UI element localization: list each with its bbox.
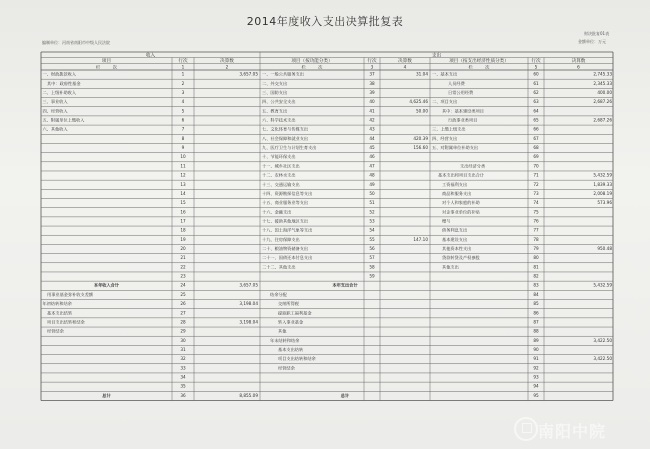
func-row-no: 48 xyxy=(369,172,375,178)
econ-row-no: 81 xyxy=(533,264,539,270)
econ-amount: 2,008.19 xyxy=(593,190,612,196)
econ-row-no: 66 xyxy=(533,126,539,132)
econ-amount: 2,745.33 xyxy=(593,71,612,77)
income-row-no: 16 xyxy=(180,209,186,215)
income-amount: 3,198.04 xyxy=(239,319,258,325)
sub-header: 5 xyxy=(534,64,538,70)
func-item-label: 四、公共安全支出 xyxy=(262,99,296,105)
econ-item-label: 其他资本性支出 xyxy=(442,246,472,252)
court-emblem-icon xyxy=(514,417,538,441)
econ-row-no: 84 xyxy=(533,291,539,297)
summary-item-label: 本年支出合计 xyxy=(332,282,358,288)
income-item-label: 总计 xyxy=(102,392,111,398)
income-row-no: 26 xyxy=(180,301,186,307)
income-row-no: 30 xyxy=(180,337,186,343)
econ-row-no: 75 xyxy=(533,209,539,215)
summary-item-label: 总计 xyxy=(340,392,350,398)
func-row-no: 37 xyxy=(369,71,375,77)
econ-row-no: 86 xyxy=(533,310,539,316)
expense-header: 支出 xyxy=(431,53,442,59)
func-row-no: 40 xyxy=(369,99,375,105)
income-row-no: 7 xyxy=(181,126,185,132)
income-amount: 3,657.05 xyxy=(239,71,258,77)
econ-item-label: 二、项目支出 xyxy=(432,99,458,105)
func-item-label: 十三、交通运输支出 xyxy=(262,181,300,187)
col-header-amount: 决算数 xyxy=(398,59,412,64)
summary-item-label: 基本支出结转 xyxy=(278,347,304,352)
func-item-label: 十九、住房保障支出 xyxy=(262,236,300,242)
func-row-no: 39 xyxy=(369,89,375,95)
sub-header-label: 栏 次 xyxy=(301,64,323,70)
sub-header: 6 xyxy=(577,64,580,70)
summary-item-label: 提取职工福利基金 xyxy=(278,310,312,316)
econ-item-label: 行政事业类项目 xyxy=(448,117,478,123)
income-row-no: 2 xyxy=(181,80,185,86)
econ-amount: 3,422.50 xyxy=(593,337,612,343)
econ-item-label: 对企事业单位的补贴 xyxy=(442,209,480,215)
func-item-label: 十七、援助其他地区支出 xyxy=(262,218,309,224)
econ-row-no: 87 xyxy=(533,319,539,325)
econ-row-no: 69 xyxy=(533,154,539,160)
summary-item-label: 经营结余 xyxy=(278,365,295,371)
econ-row-no: 64 xyxy=(533,108,539,114)
income-row-no: 6 xyxy=(181,117,185,123)
func-row-no: 44 xyxy=(369,135,375,141)
econ-row-no: 89 xyxy=(533,337,539,343)
func-item-label: 十四、资源勘探信息等支出 xyxy=(262,190,313,196)
income-row-no: 23 xyxy=(180,273,186,279)
func-row-no: 47 xyxy=(369,163,375,169)
func-item-label: 十、节能环保支出 xyxy=(262,154,296,160)
econ-row-no: 77 xyxy=(533,227,539,233)
econ-item-label: 五、对附属单位补助支出 xyxy=(432,145,479,151)
func-row-no: 53 xyxy=(369,218,375,224)
func-item-label: 八、社会保障和就业支出 xyxy=(262,135,309,141)
income-item-label: 经营结余 xyxy=(47,328,64,334)
income-item-label: 三、事业收入 xyxy=(42,99,68,105)
func-item-label: 六、科学技术支出 xyxy=(262,117,296,123)
func-amount: 4,625.46 xyxy=(409,99,428,105)
income-row-no: 13 xyxy=(180,181,186,187)
econ-row-no: 68 xyxy=(533,145,539,151)
func-item-label: 十一、城乡社区支出 xyxy=(262,163,300,169)
econ-row-no: 74 xyxy=(533,200,539,206)
sub-header: 2 xyxy=(225,64,229,70)
econ-row-no: 92 xyxy=(533,365,539,371)
summary-item-label: 其他 xyxy=(278,328,287,334)
income-row-no: 33 xyxy=(180,365,186,371)
econ-item-label: 基本支出和项目支出合计 xyxy=(438,172,485,178)
summary-item-label: 项目支出结转和结余 xyxy=(278,356,316,362)
econ-row-no: 73 xyxy=(533,190,539,196)
income-row-no: 10 xyxy=(180,154,186,160)
sub-header: 3 xyxy=(370,64,374,70)
econ-row-no: 80 xyxy=(533,255,539,261)
func-item-label: 十二、农林水支出 xyxy=(262,172,296,178)
func-row-no: 49 xyxy=(369,181,375,187)
econ-item-label: 三、上缴上级支出 xyxy=(432,126,466,132)
sub-header: 1 xyxy=(181,64,185,70)
econ-row-no: 65 xyxy=(533,117,539,123)
income-amount: 3,657.05 xyxy=(239,282,258,288)
func-item-label: 一、一般公共服务支出 xyxy=(262,71,304,77)
income-item-label: 本年收入合计 xyxy=(93,282,120,288)
econ-item-label: 贷款转贷及产权参股 xyxy=(442,255,480,261)
econ-row-no: 72 xyxy=(533,181,539,187)
func-amount: 50.00 xyxy=(416,108,428,114)
func-row-no: 38 xyxy=(369,80,375,86)
econ-row-no: 85 xyxy=(533,301,539,307)
income-item-label: 一、财政拨款收入 xyxy=(42,71,77,77)
func-row-no: 43 xyxy=(369,126,375,132)
income-row-no: 17 xyxy=(180,218,186,224)
income-row-no: 4 xyxy=(181,99,185,105)
income-item-label: 基本支出结转 xyxy=(47,310,73,316)
income-row-no: 25 xyxy=(180,291,186,297)
income-amount: 3,198.04 xyxy=(239,301,258,307)
income-row-no: 28 xyxy=(180,319,186,325)
income-header: 收入 xyxy=(145,53,156,59)
col-header-func: 项目（按功能分类） xyxy=(291,59,333,64)
income-row-no: 9 xyxy=(181,145,185,151)
col-header-row: 行次 xyxy=(178,59,188,64)
econ-row-no: 90 xyxy=(533,347,539,352)
econ-amount: 3,422.50 xyxy=(593,356,612,362)
func-item-label: 九、医疗卫生与计划生育支出 xyxy=(262,145,317,151)
col-header-amount: 决算数 xyxy=(220,59,234,64)
econ-row-no: 67 xyxy=(533,135,539,141)
func-item-label: 七、文化体育与传媒支出 xyxy=(262,126,309,132)
func-item-label: 十五、商业服务业等支出 xyxy=(262,200,309,206)
econ-item-label: 一、基本支出 xyxy=(432,71,458,77)
summary-item-label: 年末结转和结余 xyxy=(270,337,300,343)
econ-item-label: 赠与 xyxy=(442,218,451,224)
econ-row-no: 60 xyxy=(533,71,539,77)
econ-row-no: 91 xyxy=(533,356,539,362)
income-row-no: 34 xyxy=(180,374,186,380)
func-row-no: 50 xyxy=(369,190,375,196)
econ-row-no: 83 xyxy=(533,282,539,288)
econ-row-no: 71 xyxy=(533,172,539,178)
watermark xyxy=(512,417,642,441)
econ-item-label: 其中：基本建设类项目 xyxy=(442,108,484,114)
income-row-no: 24 xyxy=(180,282,186,288)
income-row-no: 20 xyxy=(180,246,186,252)
func-row-no: 54 xyxy=(369,227,375,233)
func-item-label: 三、国防支出 xyxy=(262,89,288,95)
econ-row-no: 94 xyxy=(533,383,539,389)
income-amount: 8,855.09 xyxy=(239,392,258,398)
income-item-label: 其中：政府性基金 xyxy=(47,80,81,86)
income-item-label: 五、附属单位上缴收入 xyxy=(42,117,85,123)
func-row-no: 56 xyxy=(369,246,375,252)
econ-amount: 573.96 xyxy=(597,200,612,206)
econ-item-label: 工资福利支出 xyxy=(442,181,468,187)
income-item-label: 项目支出结转和结余 xyxy=(47,319,85,325)
func-amount: 147.10 xyxy=(413,236,428,242)
econ-row-no: 70 xyxy=(533,163,539,169)
func-amount: 31.04 xyxy=(416,71,428,77)
income-row-no: 14 xyxy=(180,190,186,196)
econ-row-no: 76 xyxy=(533,218,539,224)
func-row-no: 41 xyxy=(369,108,375,114)
econ-amount: 950.48 xyxy=(597,246,612,252)
econ-row-no: 63 xyxy=(533,99,539,105)
econ-amount: 2,687.26 xyxy=(593,99,612,105)
income-item-label: 年初结转和结余 xyxy=(42,301,72,307)
func-item-label: 十六、金融支出 xyxy=(262,209,292,215)
econ-amount: 400.00 xyxy=(597,89,612,95)
econ-row-no: 79 xyxy=(533,246,539,252)
summary-item-label: 交纳所得税 xyxy=(278,301,299,307)
income-row-no: 19 xyxy=(180,236,186,242)
econ-item-label: 人员经费 xyxy=(448,80,465,86)
income-row-no: 22 xyxy=(180,264,186,270)
func-row-no: 55 xyxy=(369,236,375,242)
currency-unit: 金额单位：万元 xyxy=(578,39,606,44)
func-item-label: 二十一、国债还本付息支出 xyxy=(262,255,313,261)
func-row-no: 58 xyxy=(369,264,375,270)
func-row-no: 46 xyxy=(369,154,375,160)
func-row-no: 59 xyxy=(369,273,375,279)
econ-amount: 1,839.33 xyxy=(593,181,612,187)
econ-row-no: 62 xyxy=(533,89,539,95)
func-item-label: 二、外交支出 xyxy=(262,80,288,86)
page-title: 2014年度收入支出决算批复表 xyxy=(246,15,404,28)
func-row-no: 42 xyxy=(369,117,375,123)
econ-item-label: 对个人和家庭的补助 xyxy=(442,200,480,206)
col-header-econ: 项目（按支出经济性质分类） xyxy=(449,59,509,64)
income-row-no: 31 xyxy=(180,347,186,352)
econ-row-no: 78 xyxy=(533,236,539,242)
econ-item-label: 日常公用经费 xyxy=(448,89,474,95)
income-item-label: 四、经营收入 xyxy=(42,108,68,114)
reporting-unit: 编制单位：河南省南阳市中级人民法院 xyxy=(42,40,110,45)
econ-item-label: 商品和服务支出 xyxy=(442,190,472,196)
econ-amount: 2,687.26 xyxy=(593,117,612,123)
income-row-no: 18 xyxy=(180,227,186,233)
income-row-no: 35 xyxy=(180,383,186,389)
func-item-label: 二十二、其他支出 xyxy=(262,264,296,270)
income-item-label: 二、上级补助收入 xyxy=(42,89,77,95)
income-row-no: 21 xyxy=(180,255,186,261)
func-item-label: 十八、国土海洋气象等支出 xyxy=(262,227,313,233)
func-row-no: 45 xyxy=(369,145,375,151)
income-row-no: 29 xyxy=(180,328,186,334)
func-row-no: 51 xyxy=(369,200,375,206)
econ-item-label: 四、经营支出 xyxy=(432,135,458,141)
income-row-no: 32 xyxy=(180,356,186,362)
econ-row-no: 93 xyxy=(533,374,539,380)
econ-item-label: 支出经济分类 xyxy=(460,163,486,169)
econ-amount: 5,432.59 xyxy=(593,282,612,288)
col-header-item: 项目 xyxy=(101,59,112,64)
econ-amount: 5,432.59 xyxy=(593,172,612,178)
income-item-label: 六、其他收入 xyxy=(42,126,68,132)
econ-row-no: 95 xyxy=(533,392,539,398)
summary-item-label: 转入事业基金 xyxy=(278,319,304,325)
income-row-no: 27 xyxy=(180,310,186,316)
income-row-no: 12 xyxy=(180,172,186,178)
income-row-no: 8 xyxy=(181,135,185,141)
func-amount: 420.39 xyxy=(413,135,428,141)
income-item-label: 用事业基金弥补收支差额 xyxy=(47,291,94,297)
econ-row-no: 61 xyxy=(533,80,539,86)
income-row-no: 11 xyxy=(180,163,186,169)
func-amount: 156.60 xyxy=(413,145,428,151)
func-item-label: 二十、粮油物资储备支出 xyxy=(262,246,309,252)
summary-item-label: 结余分配 xyxy=(270,291,287,297)
econ-item-label: 基本建设支出 xyxy=(442,236,468,242)
sub-header-label: 栏 次 xyxy=(96,64,117,70)
income-row-no: 1 xyxy=(181,71,185,77)
econ-item-label: 其他支出 xyxy=(442,264,459,270)
col-header-row: 行次 xyxy=(531,59,541,64)
sub-header-label: 栏 次 xyxy=(468,64,490,70)
form-code: 财决批复01表 xyxy=(584,31,610,36)
income-row-no: 5 xyxy=(181,108,185,114)
col-header-row: 行次 xyxy=(367,59,377,64)
col-header-amount: 决算数 xyxy=(571,59,586,64)
func-row-no: 57 xyxy=(369,255,375,261)
income-row-no: 36 xyxy=(180,392,186,398)
econ-item-label: 债务利息支出 xyxy=(442,227,468,233)
econ-amount: 2,345.33 xyxy=(593,80,612,86)
income-row-no: 3 xyxy=(181,89,185,95)
income-row-no: 15 xyxy=(180,200,186,206)
econ-row-no: 88 xyxy=(533,328,539,334)
sub-header: 4 xyxy=(403,64,407,70)
econ-row-no: 82 xyxy=(533,273,539,279)
func-row-no: 52 xyxy=(369,209,375,215)
watermark-text: 南阳中院 xyxy=(538,422,607,441)
func-item-label: 五、教育支出 xyxy=(262,108,288,114)
